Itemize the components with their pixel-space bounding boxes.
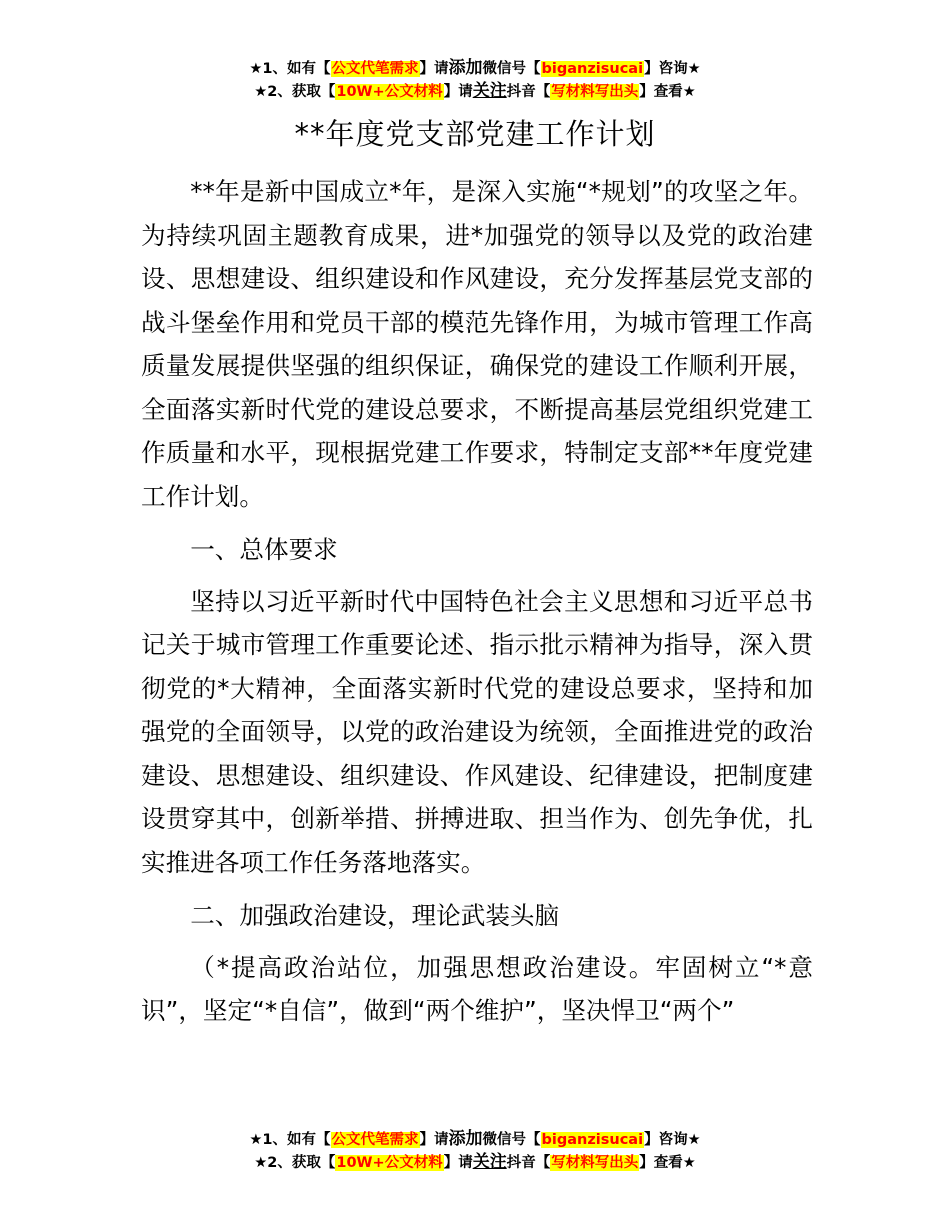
bottom-banner-line-2-suffix: 】查看★ bbox=[639, 1155, 696, 1171]
bottom-banner-line-2-prefix: ★2、获取【 bbox=[254, 1155, 336, 1171]
bottom-banner-line-2-highlight-materials: 10W+公文材料 bbox=[336, 1155, 443, 1171]
bottom-banner-line-2-highlight-douyin: 写材料写出头 bbox=[551, 1155, 639, 1171]
bottom-banner-line-2-mid-a: 】请 bbox=[443, 1155, 473, 1171]
banner-line-1-emphasis: 添加 bbox=[448, 58, 483, 78]
bottom-banner-line-1-mid-a: 】请 bbox=[419, 1132, 449, 1148]
document-body bbox=[141, 170, 813, 1033]
banner-line-2-highlight-douyin: 写材料写出头 bbox=[551, 84, 639, 100]
banner-line-1-mid-a: 】请 bbox=[419, 61, 449, 77]
bottom-banner-line-1-prefix: ★1、如有【 bbox=[249, 1132, 331, 1148]
bottom-banner-line-1-suffix: 】咨询★ bbox=[644, 1132, 701, 1148]
banner-line-2-suffix: 】查看★ bbox=[639, 84, 696, 100]
intro-paragraph: **年是新中国成立*年，是深入实施“*规划”的攻坚之年。为持续巩固主题教育成果，进*加强党的领导以及党的政治建设、思想建设、组织建设和作风建设，充分发挥基层党支部的战斗堡垒作用和党员干部的模范先锋作用，为城市管理工作高质量发展提供坚强的组织保证，确保党的建设工作顺利开展，全面落实新时代党的建设总要求，不断提高基层党组织党建工作质量和水平，现根据党建工作要求，特制定支部**年度党建工作计划。 bbox=[141, 177, 813, 511]
bottom-banner-line-1-highlight-wechat: biganzisucai bbox=[541, 1132, 644, 1148]
banner-line-1 bbox=[0, 57, 950, 80]
bottom-banner-line-1-mid-b: 微信号【 bbox=[482, 1132, 541, 1148]
bottom-banner bbox=[0, 1128, 950, 1174]
banner-line-2-prefix: ★2、获取【 bbox=[254, 84, 336, 100]
banner-line-2-mid-a: 】请 bbox=[443, 84, 473, 100]
banner-line-1-mid-b: 微信号【 bbox=[482, 61, 541, 77]
banner-line-2-mid-b: 抖音【 bbox=[506, 84, 551, 100]
bottom-banner-line-2-emphasis: 关注 bbox=[472, 1152, 507, 1172]
bottom-banner-line-1-emphasis: 添加 bbox=[448, 1129, 483, 1149]
banner-line-1-highlight-service: 公文代笔需求 bbox=[331, 61, 419, 77]
section-1-paragraph: 坚持以习近平新时代中国特色社会主义思想和习近平总书记关于城市管理工作重要论述、指示批示精神为指导，深入贯彻党的*大精神，全面落实新时代党的建设总要求，坚持和加强党的全面领导，以党的政治建设为统领，全面推进党的政治建设、思想建设、组织建设、作风建设、纪律建设，把制度建设贯穿其中，创新举措、拼搏进取、担当作为、创先争优，扎实推进各项工作任务落地落实。 bbox=[141, 586, 813, 877]
banner-line-1-prefix: ★1、如有【 bbox=[249, 61, 331, 77]
bottom-banner-line-1-highlight-service: 公文代笔需求 bbox=[331, 1132, 419, 1148]
banner-line-2 bbox=[0, 80, 950, 103]
section-2-paragraph: （*提高政治站位，加强思想政治建设。牢固树立“*意识”，坚定“*自信”，做到“两个维护”，坚决悍卫“两个” bbox=[141, 952, 813, 1025]
document-title: **年度党支部党建工作计划 bbox=[294, 117, 656, 151]
banner-line-1-suffix: 】咨询★ bbox=[644, 61, 701, 77]
bottom-banner-line-2-mid-b: 抖音【 bbox=[506, 1155, 551, 1171]
bottom-banner-line-2 bbox=[0, 1151, 950, 1174]
banner-line-2-emphasis: 关注 bbox=[472, 81, 507, 101]
section-2-heading: 二、加强政治建设，理论武装头脑 bbox=[190, 901, 560, 930]
banner-line-1-highlight-wechat: biganzisucai bbox=[541, 61, 644, 77]
banner-line-2-highlight-materials: 10W+公文材料 bbox=[336, 84, 443, 100]
top-banner bbox=[0, 57, 950, 103]
section-1-heading: 一、总体要求 bbox=[190, 535, 338, 564]
bottom-banner-line-1 bbox=[0, 1128, 950, 1151]
